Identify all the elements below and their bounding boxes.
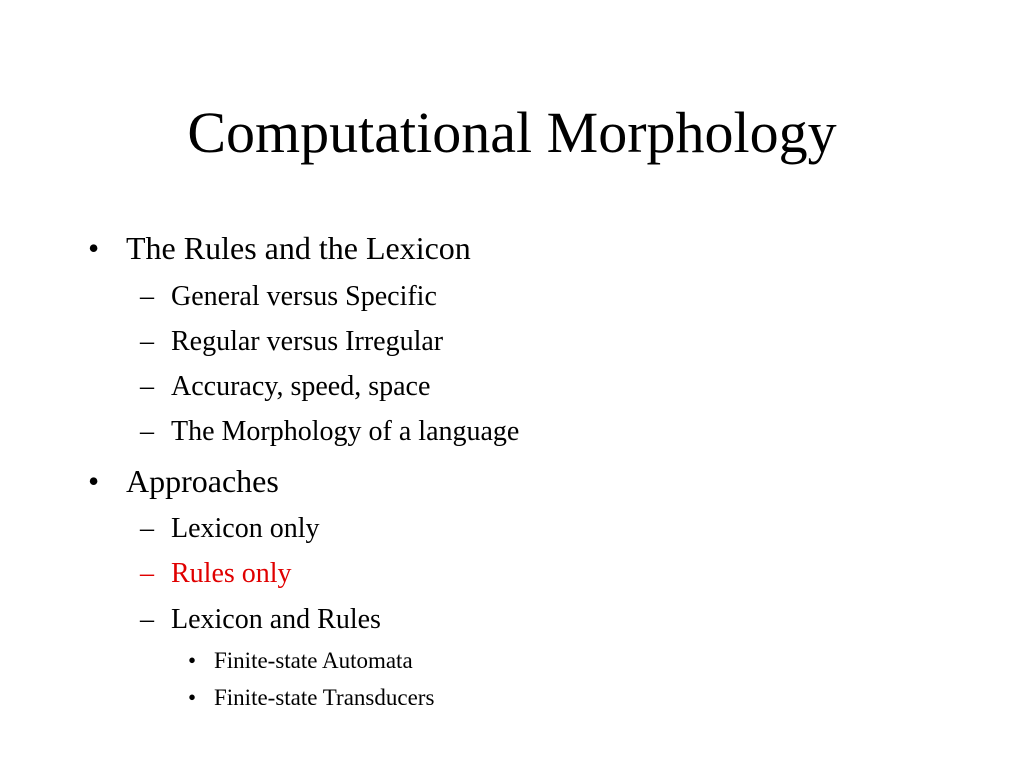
bullet-approaches: Approaches: [126, 463, 279, 499]
dash-icon: –: [140, 326, 154, 357]
subitem-general-vs-specific: General versus Specific: [171, 281, 437, 312]
subitem-accuracy-speed-space: Accuracy, speed, space: [171, 371, 431, 402]
bullet-rules-and-lexicon: The Rules and the Lexicon: [126, 230, 471, 266]
subitem-morphology-of-language: The Morphology of a language: [171, 416, 520, 447]
dash-icon: –: [140, 281, 154, 312]
small-bullet-icon: •: [188, 685, 197, 710]
dash-icon: –: [140, 558, 154, 589]
slide-title: Computational Morphology: [187, 100, 837, 165]
dash-icon: –: [140, 416, 154, 447]
subitem-regular-vs-irregular: Regular versus Irregular: [171, 326, 444, 357]
subitem-rules-only: Rules only: [171, 558, 292, 589]
bullet-icon: •: [88, 230, 100, 266]
small-bullet-icon: •: [188, 648, 197, 673]
bullet-icon: •: [88, 463, 100, 499]
dash-icon: –: [140, 371, 154, 402]
subitem-lexicon-only: Lexicon only: [171, 513, 320, 544]
subsubitem-finite-state-transducers: Finite-state Transducers: [214, 685, 435, 710]
subitem-lexicon-and-rules: Lexicon and Rules: [171, 604, 381, 635]
subsubitem-finite-state-automata: Finite-state Automata: [214, 648, 413, 673]
dash-icon: –: [140, 604, 154, 635]
dash-icon: –: [140, 513, 154, 544]
